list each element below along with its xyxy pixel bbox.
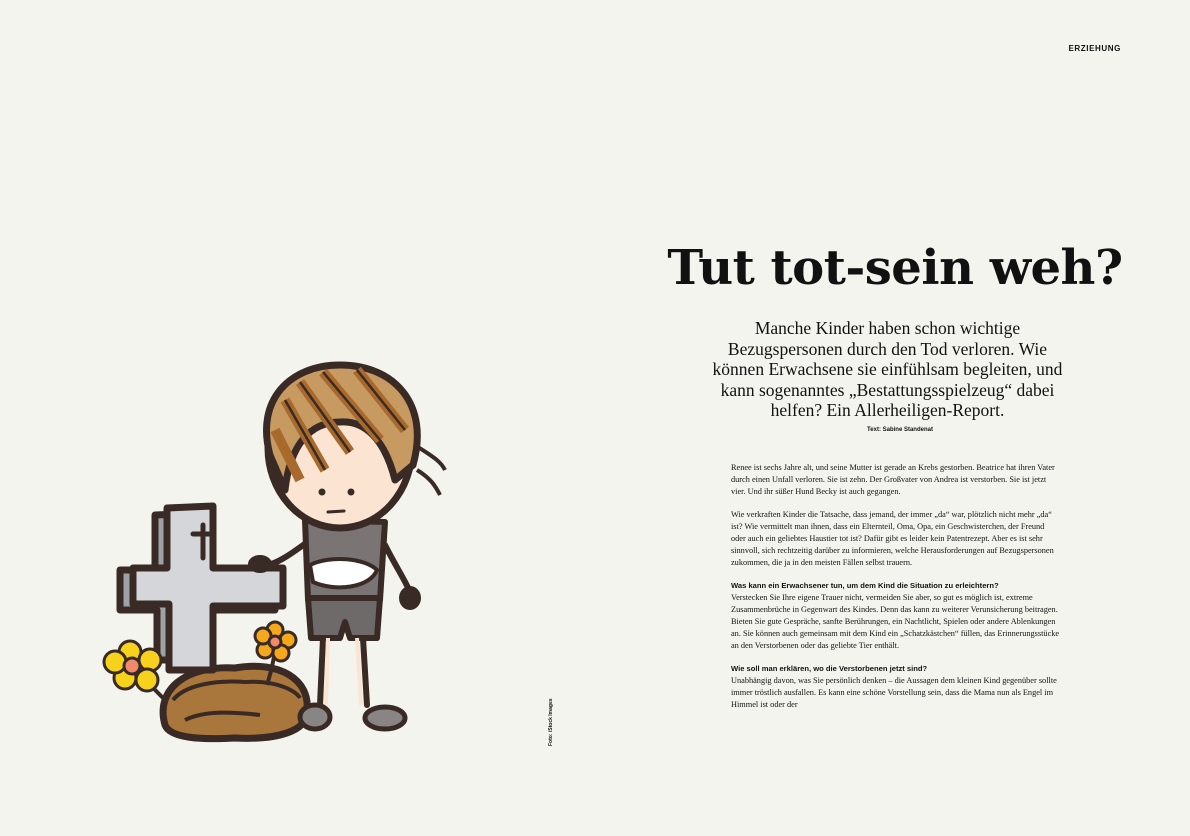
article-subheading: Was kann ein Erwachsener tun, um dem Kind die Situation zu erleichtern?	[731, 581, 999, 591]
photo-credit: Foto: iStock Images	[548, 698, 554, 746]
article-body	[731, 462, 1061, 723]
flower-icon	[104, 641, 163, 698]
headline: Tut tot-sein weh?	[667, 240, 1123, 296]
article-paragraph: Verstecken Sie Ihre eigene Trauer nicht, vermeiden Sie aber, so gut es möglich ist, extreme Zusammenbrüche in Gegenwart des Kindes. Denn das kann zu weiterer Verunsicherung beitragen. Bieten Sie gute Gespräche, sanfte Berührungen, ein Nachtlicht, Spielen oder andere Ablenkungen an. Sie können auch gemeinsam mit dem Kind ein „Schatzkästchen“ füllen, das Erinnerungsstücke an den Verstorbenen oder das geliebte Tier enthält.	[731, 593, 1060, 650]
article-paragraph: Unabhängig davon, was Sie persönlich denken – die Aussagen dem kleinen Kind gegenüber sollte immer tröstlich ausfallen. Es kann eine schöne Vorstellung sein, dass die Mama nun als Engel im Himmel ist oder der	[731, 676, 1057, 709]
grave-mound	[163, 666, 307, 738]
article-paragraph: Renee ist sechs Jahre alt, und seine Mutter ist gerade an Krebs gestorben. Beatrice hat ihren Vater durch einen Unfall verloren. Sie ist zehn. Der Großvater von Andrea ist verstorben. Sie ist jetzt vier. Und ihr süßer Hund Becky ist auch gegangen.	[731, 463, 1055, 496]
lead-paragraph: Manche Kinder haben schon wichtige Bezugspersonen durch den Tod verloren. Wie können Erwachsene sie einfühlsam begleiten, und kann sogenanntes „Bestattungsspielzeug“ dabei helfen? Ein Allerheiligen-Report.	[712, 318, 1063, 420]
section-label: ERZIEHUNG	[1068, 44, 1121, 53]
article-subheading: Wie soll man erklären, wo die Verstorbenen jetzt sind?	[731, 664, 928, 674]
article-paragraph: Wie verkraften Kinder die Tatsache, dass jemand, der immer „da“ war, plötzlich nicht mehr „da“ ist? Wie vermittelt man ihnen, dass ein Elternteil, Oma, Opa, ein Geschwisterchen, der Freund oder auch ein geliebtes Haustier tot ist? Dafür gibt es leider kein Patentrezept. Aber es ist sehr sinnvoll, sich rechtzeitig darüber zu informieren, welche Herausforderungen auf Bezugspersonen zukommen, die ja in den meisten Fällen selbst trauern.	[731, 510, 1054, 567]
byline: Text: Sabine Standenat	[867, 427, 933, 433]
child-at-grave-illustration	[95, 360, 455, 760]
